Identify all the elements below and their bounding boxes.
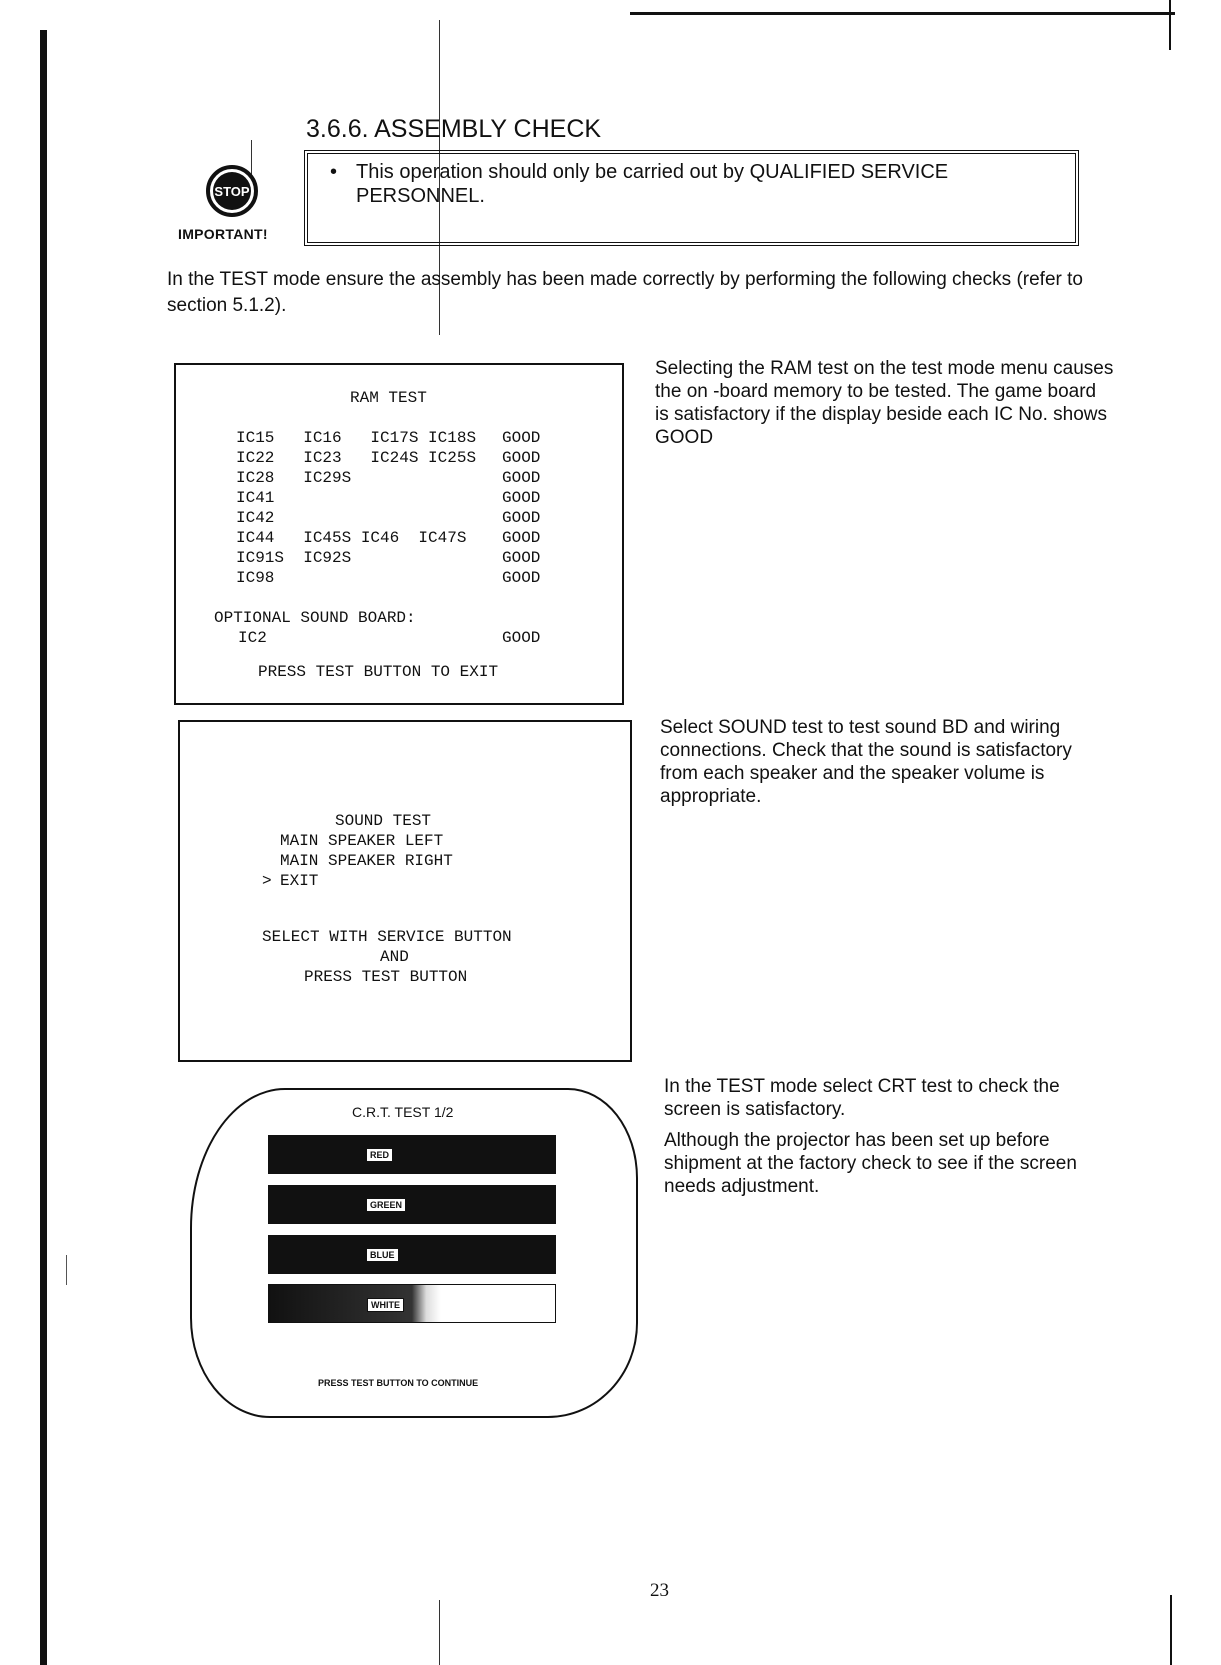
crt-test-description-1: In the TEST mode select CRT test to check the screen is satisfactory.: [664, 1076, 1060, 1120]
ram-row-status: GOOD: [502, 529, 541, 547]
crt-bar-white: [268, 1284, 556, 1323]
ram-row: IC41: [236, 489, 275, 507]
bottom-right-mark: [1170, 1595, 1172, 1665]
scan-edge-bar: [40, 30, 47, 1665]
ram-row: IC42: [236, 509, 275, 527]
stop-mark-line: [251, 140, 252, 175]
crt-bar-label: GREEN: [366, 1198, 406, 1212]
notice-bullet: •: [330, 161, 338, 183]
ram-test-title: RAM TEST: [350, 389, 427, 407]
page-number: 23: [650, 1580, 669, 1601]
optional-ic: IC2: [238, 629, 267, 647]
ram-row: IC15 IC16 IC17S IC18S: [236, 429, 477, 447]
top-tick: [1169, 0, 1171, 50]
ram-test-screen: [174, 363, 624, 705]
sound-test-screen: [178, 720, 632, 1062]
sound-test-description: Select SOUND test to test sound BD and wiring connections. Check that the sound is satisfactory from each speaker and the speaker volume is appropriate.: [660, 717, 1072, 807]
ram-test-description: Selecting the RAM test on the test mode menu causes the on -board memory to be tested. The game board is satisfactory if the display beside each IC No. shows GOOD: [655, 358, 1114, 448]
sound-footer-line-1: SELECT WITH SERVICE BUTTON: [262, 928, 512, 946]
ram-row-status: GOOD: [502, 429, 541, 447]
stop-icon: [206, 165, 258, 217]
sound-test-title: SOUND TEST: [335, 812, 432, 830]
ram-test-footer: PRESS TEST BUTTON TO EXIT: [258, 663, 499, 681]
notice-text: This operation should only be carried out by QUALIFIED SERVICE PERSONNEL.: [356, 161, 949, 207]
left-tick: [66, 1255, 67, 1285]
crt-bar-label: RED: [366, 1148, 393, 1162]
important-label: IMPORTANT!: [178, 226, 268, 242]
menu-cursor: >: [262, 872, 272, 890]
crt-test-description-2: Although the projector has been set up before shipment at the factory check to see if the screen needs adjustment.: [664, 1130, 1077, 1197]
ram-row-status: GOOD: [502, 449, 541, 467]
section-heading: 3.6.6. ASSEMBLY CHECK: [306, 115, 602, 143]
ram-row-status: GOOD: [502, 489, 541, 507]
crt-test-title: C.R.T. TEST 1/2: [352, 1104, 454, 1120]
ram-row-status: GOOD: [502, 549, 541, 567]
optional-status: GOOD: [502, 629, 541, 647]
crt-bar-blue: [268, 1235, 556, 1274]
ram-row: IC28 IC29S: [236, 469, 352, 487]
stop-icon-label: STOP: [213, 172, 251, 210]
optional-sound-board-label: OPTIONAL SOUND BOARD:: [214, 609, 416, 627]
crt-bar-green: [268, 1185, 556, 1224]
notice-box: [304, 150, 1079, 246]
crt-test-footer: PRESS TEST BUTTON TO CONTINUE: [318, 1378, 479, 1388]
sound-footer-line-2: AND: [380, 948, 409, 966]
ram-row: IC91S IC92S: [236, 549, 352, 567]
ram-row: IC44 IC45S IC46 IC47S: [236, 529, 467, 547]
top-rule: [630, 12, 1175, 15]
sound-footer-line-3: PRESS TEST BUTTON: [304, 968, 468, 986]
ram-row-status: GOOD: [502, 569, 541, 587]
ram-row-status: GOOD: [502, 509, 541, 527]
ram-row: IC98: [236, 569, 275, 587]
fold-line-bottom: [439, 1600, 440, 1665]
ram-row: IC22 IC23 IC24S IC25S: [236, 449, 477, 467]
intro-paragraph: In the TEST mode ensure the assembly has been made correctly by performing the following checks (refer to section 5.1.2).: [167, 269, 1083, 316]
sound-menu-item: MAIN SPEAKER LEFT: [280, 832, 444, 850]
crt-bar-label: WHITE: [367, 1298, 404, 1312]
ram-row-status: GOOD: [502, 469, 541, 487]
crt-bar-label: BLUE: [366, 1248, 399, 1262]
crt-bar-red: [268, 1135, 556, 1174]
sound-menu-item: EXIT: [280, 872, 319, 890]
sound-menu-item: MAIN SPEAKER RIGHT: [280, 852, 453, 870]
